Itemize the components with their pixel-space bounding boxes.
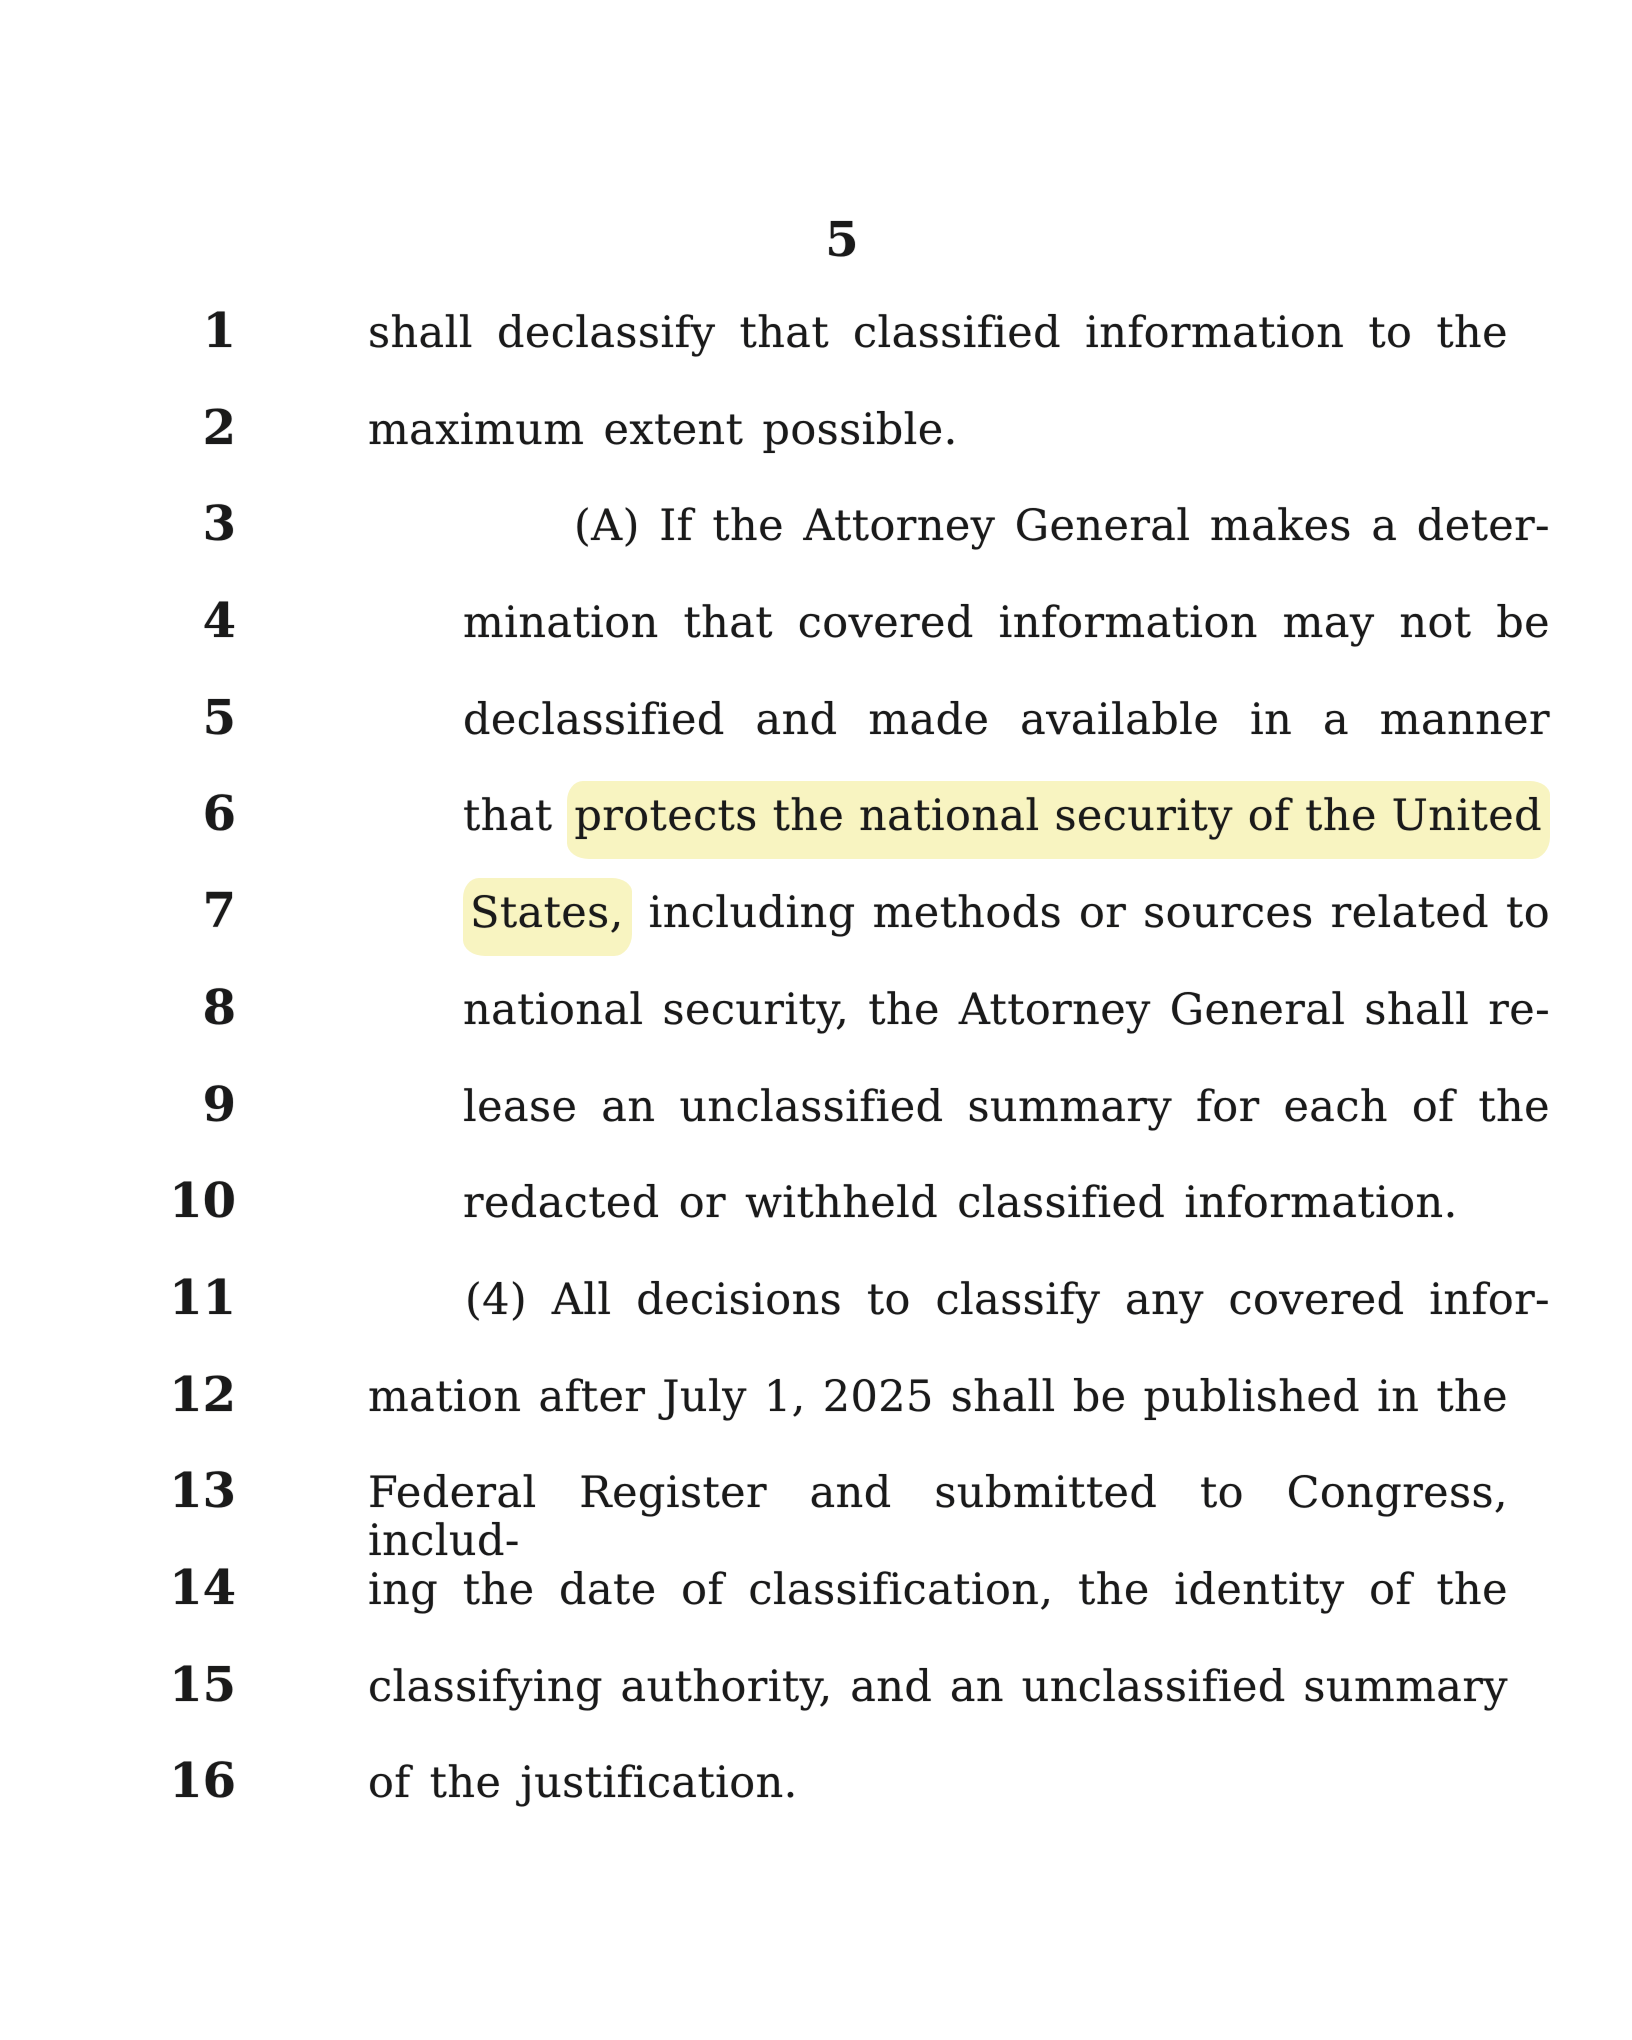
bill-line-row — [150, 399, 1550, 500]
bill-line-row — [150, 979, 1550, 1080]
text-segment: declassified and made available in a manner — [463, 694, 1550, 745]
line-number: 5 — [202, 689, 236, 746]
bill-line-row — [150, 1269, 1550, 1370]
line-text — [368, 1081, 1550, 1132]
line-text — [368, 503, 1550, 550]
bill-line-row — [150, 496, 1550, 596]
line-text — [368, 1661, 1508, 1712]
line-text — [368, 1564, 1508, 1615]
line-text — [368, 1470, 1508, 1565]
line-text — [368, 600, 1550, 647]
bill-line-row — [150, 1559, 1550, 1660]
line-number: 2 — [202, 399, 236, 456]
line-text — [368, 694, 1550, 745]
bill-line-row — [150, 883, 1550, 983]
line-text — [368, 404, 1508, 455]
page-number: 5 — [825, 212, 859, 268]
highlighted-text: States, — [463, 878, 632, 956]
bill-line-row — [150, 786, 1550, 886]
line-number: 3 — [202, 496, 236, 553]
line-text — [368, 793, 1550, 840]
text-segment: redacted or withheld classified information. — [463, 1178, 1458, 1229]
line-number: 9 — [202, 1076, 236, 1133]
line-text — [368, 1274, 1550, 1325]
bill-line-row — [150, 1463, 1550, 1566]
text-segment: ing the date of classification, the identity of the — [368, 1564, 1508, 1615]
line-text — [368, 984, 1550, 1035]
line-number: 4 — [202, 593, 236, 650]
line-number: 7 — [202, 883, 236, 940]
line-number: 15 — [169, 1656, 236, 1713]
text-segment: lease an unclassified summary for each of the — [463, 1081, 1550, 1132]
bill-line-row — [150, 593, 1550, 693]
line-number: 10 — [169, 1173, 236, 1230]
line-text — [368, 890, 1550, 937]
text-segment: national security, the Attorney General shall re- — [463, 984, 1550, 1035]
text-segment: classifying authority, and an unclassified summary — [368, 1661, 1508, 1712]
line-text — [368, 1180, 1550, 1227]
line-text — [368, 310, 1508, 357]
line-text — [368, 1760, 1508, 1807]
line-number: 16 — [169, 1753, 236, 1810]
bill-line-row — [150, 1656, 1550, 1757]
bill-line-row — [150, 689, 1550, 790]
line-number: 6 — [202, 786, 236, 843]
line-number: 11 — [169, 1269, 236, 1326]
text-segment: mination that covered information may not be — [463, 598, 1550, 649]
line-number: 12 — [169, 1366, 236, 1423]
text-segment: including methods or sources related to — [631, 888, 1550, 939]
bill-line-row — [150, 1366, 1550, 1467]
text-segment: Federal Register and submitted to Congress, includ- — [368, 1468, 1508, 1566]
text-segment: shall declassify that classified information to the — [368, 308, 1508, 358]
text-segment: (A) If the Attorney General makes a deter- — [574, 501, 1550, 552]
bill-line-row — [150, 1173, 1550, 1273]
highlighted-text: protects the national security of the United — [567, 781, 1550, 859]
bill-line-row — [150, 1076, 1550, 1177]
text-segment: of the justification. — [368, 1758, 798, 1809]
line-number: 14 — [169, 1559, 236, 1616]
text-segment: mation after July 1, 2025 shall be published in the — [368, 1371, 1508, 1422]
line-number: 8 — [202, 979, 236, 1036]
bill-text-block — [150, 303, 1550, 1853]
bill-line-row — [150, 303, 1550, 403]
bill-line-row — [150, 1753, 1550, 1853]
text-segment: maximum extent possible. — [368, 404, 958, 455]
line-number: 13 — [169, 1463, 236, 1520]
line-number: 1 — [202, 303, 236, 359]
line-text — [368, 1371, 1508, 1422]
text-segment: (4) All decisions to classify any covered infor- — [465, 1274, 1550, 1325]
text-segment: that — [463, 791, 568, 842]
